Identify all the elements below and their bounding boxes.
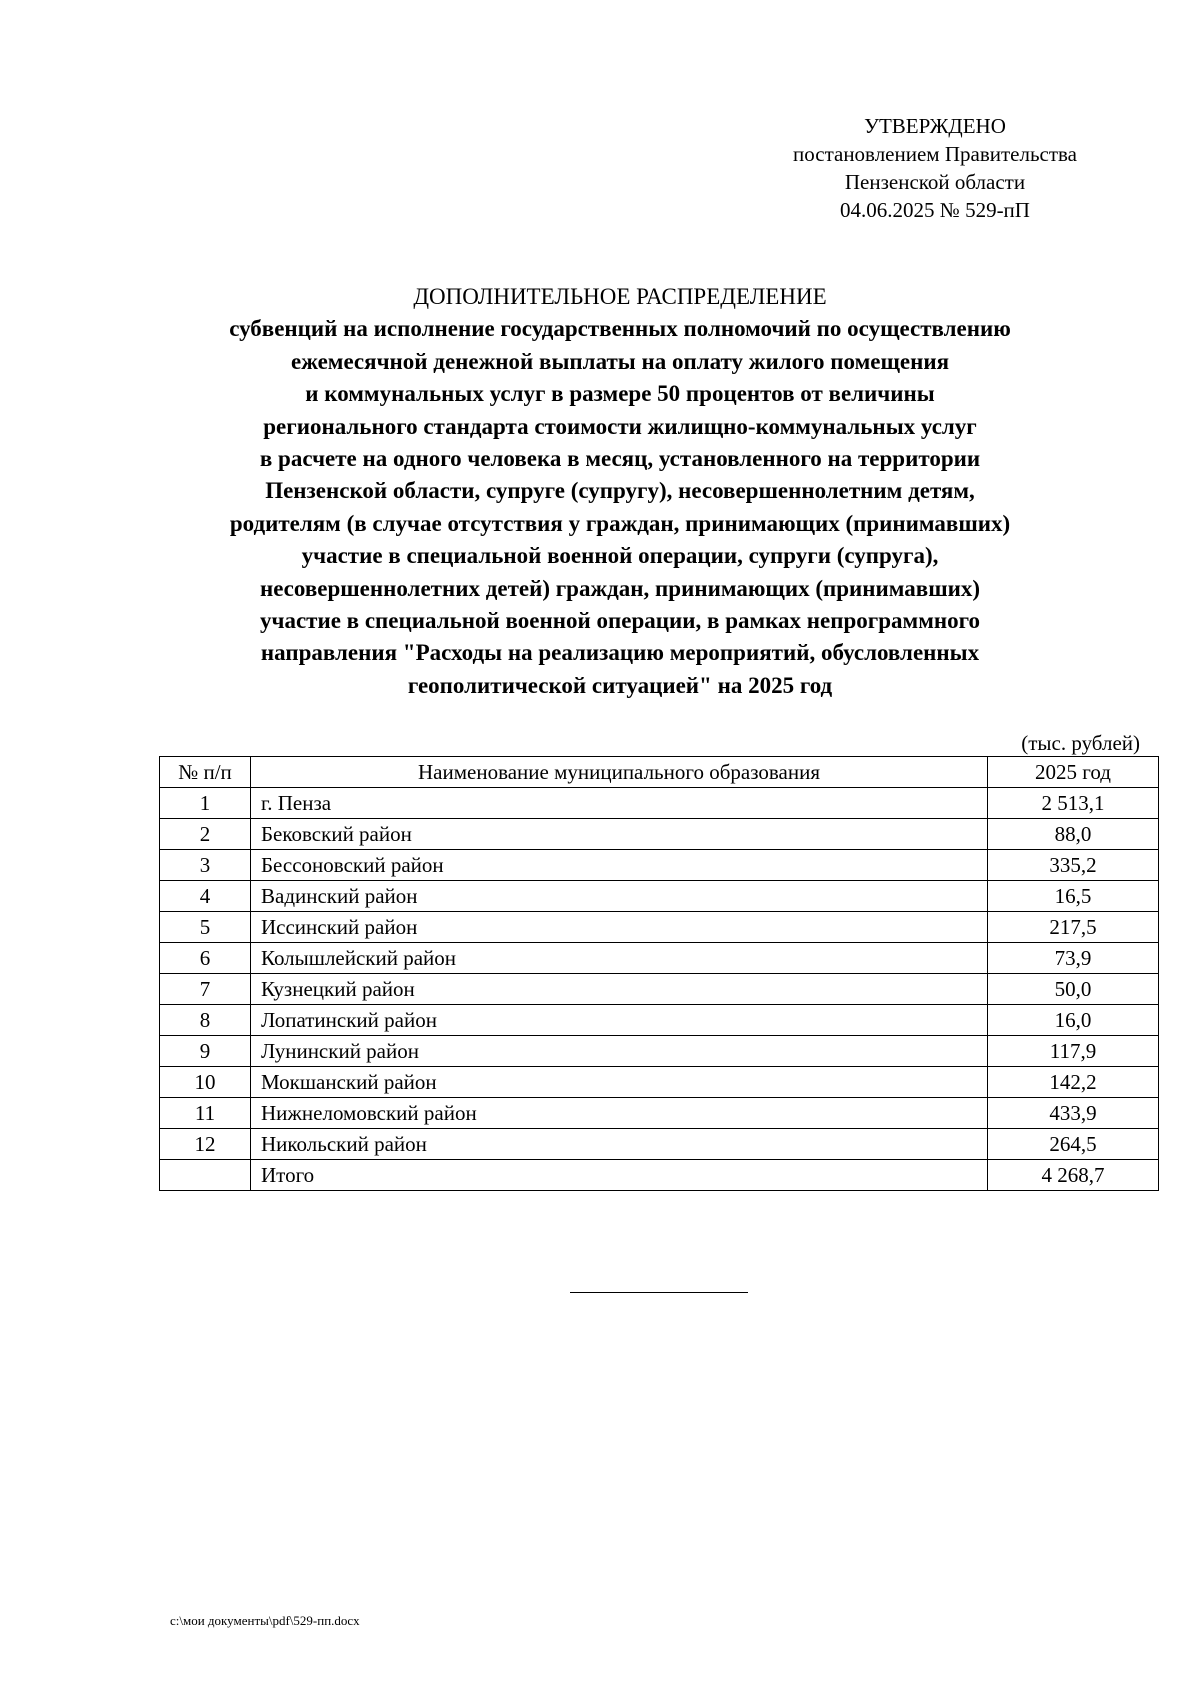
document-title [140,281,1100,702]
approval-region: Пензенской области [844,170,1026,194]
title-line: несовершеннолетних детей) граждан, принимающих (принимавших) [259,575,981,601]
row-amount: 142,2 [988,1067,1159,1098]
table-row [160,974,1159,1005]
title-line: регионального стандарта стоимости жилищно-коммунальных услуг [263,413,977,439]
row-number: 9 [160,1036,251,1067]
row-municipality: Вадинский район [251,881,988,912]
row-number: 12 [160,1129,251,1160]
row-amount: 117,9 [988,1036,1159,1067]
table-row [160,819,1159,850]
approval-title: УТВЕРЖДЕНО [864,114,1006,138]
title-line: Пензенской области, супруге (супругу), несовершеннолетним детям, [265,478,975,504]
row-municipality: Никольский район [251,1129,988,1160]
table-header-row [160,757,1159,788]
row-municipality: Лопатинский район [251,1005,988,1036]
title-line: в расчете на одного человека в месяц, установленного на территории [259,446,981,472]
table-total-row [160,1160,1159,1191]
title-line: направления "Расходы на реализацию мероприятий, обусловленных [260,640,980,666]
table-row [160,1129,1159,1160]
units-label: (тыс. рублей) [1021,731,1140,755]
row-number: 4 [160,881,251,912]
row-number: 8 [160,1005,251,1036]
title-line: родителям (в случае отсутствия у граждан, принимающих (принимавших) [229,510,1011,536]
file-path: c:\мои документы\pdf\529-пп.docx [170,1613,360,1628]
row-number: 1 [160,788,251,819]
row-amount: 217,5 [988,912,1159,943]
header-number: № п/п [160,757,251,788]
approval-stamp [750,112,1120,224]
total-number [160,1160,251,1191]
title-line: участие в специальной военной операции, супруги (супруга), [301,543,939,569]
title-line: участие в специальной военной операции, в рамках непрограммного [259,608,981,634]
row-number: 7 [160,974,251,1005]
title-line: и коммунальных услуг в размере 50 процентов от величины [305,381,935,407]
document-heading: ДОПОЛНИТЕЛЬНОЕ РАСПРЕДЕЛЕНИЕ [413,284,827,309]
row-number: 5 [160,912,251,943]
row-municipality: Нижнеломовский район [251,1098,988,1129]
row-number: 6 [160,943,251,974]
table-row [160,1036,1159,1067]
row-municipality: Бессоновский район [251,850,988,881]
table-row [160,1067,1159,1098]
row-municipality: Мокшанский район [251,1067,988,1098]
row-amount: 264,5 [988,1129,1159,1160]
title-line: субвенций на исполнение государственных полномочий по осуществлению [229,316,1011,342]
row-municipality: Лунинский район [251,1036,988,1067]
approval-resolution: постановлением Правительства [792,142,1077,166]
end-divider [570,1292,748,1293]
row-number: 11 [160,1098,251,1129]
row-municipality: Бековский район [251,819,988,850]
table-row [160,943,1159,974]
row-amount: 88,0 [988,819,1159,850]
row-number: 2 [160,819,251,850]
header-year: 2025 год [988,757,1159,788]
row-amount: 50,0 [988,974,1159,1005]
row-amount: 2 513,1 [988,788,1159,819]
title-line: ежемесячной денежной выплаты на оплату жилого помещения [290,348,950,374]
total-amount: 4 268,7 [988,1160,1159,1191]
table-row [160,881,1159,912]
row-municipality: г. Пенза [251,788,988,819]
row-number: 10 [160,1067,251,1098]
header-municipality: Наименование муниципального образования [251,757,988,788]
row-amount: 73,9 [988,943,1159,974]
table-row [160,1098,1159,1129]
row-amount: 16,5 [988,881,1159,912]
table-row [160,1005,1159,1036]
row-amount: 433,9 [988,1098,1159,1129]
table-row [160,912,1159,943]
distribution-table [159,756,1159,1191]
table-row [160,788,1159,819]
title-line: геополитической ситуацией" на 2025 год [407,672,833,698]
row-amount: 16,0 [988,1005,1159,1036]
row-municipality: Иссинский район [251,912,988,943]
table-row [160,850,1159,881]
total-label: Итого [251,1160,988,1191]
row-number: 3 [160,850,251,881]
row-amount: 335,2 [988,850,1159,881]
row-municipality: Колышлейский район [251,943,988,974]
approval-date-number: 04.06.2025 № 529-пП [840,198,1030,222]
row-municipality: Кузнецкий район [251,974,988,1005]
